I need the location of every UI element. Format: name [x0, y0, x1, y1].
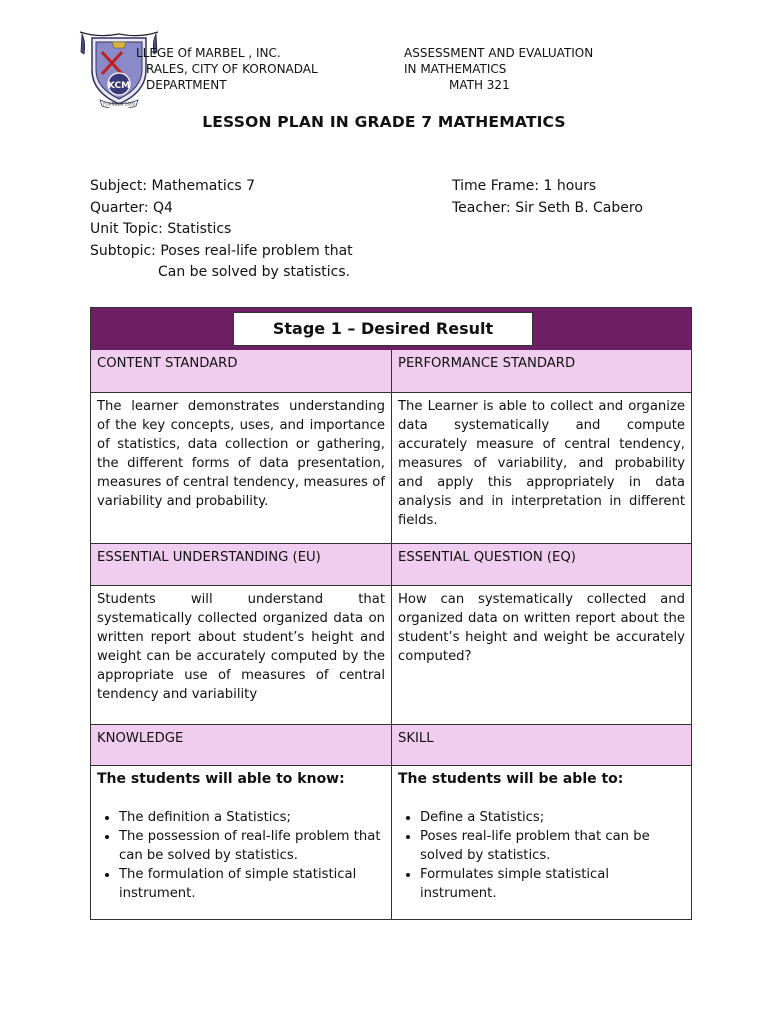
time-frame-line: Time Frame: 1 hours	[452, 178, 597, 194]
header-left-line-1: LLEGE Of MARBEL , INC.	[136, 46, 281, 60]
teacher-line: Teacher: Sir Seth B. Cabero	[452, 199, 643, 216]
knowledge-skill-header-row	[91, 724, 691, 766]
knowledge-item: • The formulation of simple statistical instrument.	[119, 865, 385, 903]
page-title: LESSON PLAN IN GRADE 7 MATHEMATICS	[202, 113, 566, 131]
subtopic-line-1: Subtopic: Poses real-life problem that	[90, 242, 353, 259]
standards-header-row	[91, 350, 691, 392]
skill-item: • Poses real-life problem that can be solved by statistics.	[420, 827, 685, 865]
logo-initials: KCM	[107, 81, 131, 91]
skill-list	[398, 808, 685, 903]
unit-topic-line: Unit Topic: Statistics	[90, 221, 232, 237]
essential-understanding-text: Students will understand that systematically collected organized data on written report about student’s height and weight can be accurately computed by the appropriate use of measures of central tendency and variability	[91, 586, 392, 725]
stage-1-table	[90, 307, 692, 920]
quarter-line: Quarter: Q4	[90, 199, 173, 216]
performance-standard-label: PERFORMANCE STANDARD	[392, 350, 691, 392]
logo-founded: FOUNDED 1959	[103, 101, 135, 107]
header-right-line-2: IN MATHEMATICS	[404, 62, 507, 76]
skill-cell	[392, 766, 691, 920]
content-standard-label: CONTENT STANDARD	[91, 350, 392, 392]
header-right	[404, 45, 593, 93]
skill-lead: The students will be able to:	[398, 771, 624, 787]
header-left-line-2: RALES, CITY OF KORONADAL	[146, 62, 318, 76]
skill-item: • Define a Statistics;	[420, 808, 685, 827]
standards-body-row	[91, 392, 691, 544]
subject-line: Subject: Mathematics 7	[90, 178, 256, 194]
stage-title: Stage 1 – Desired Result	[233, 312, 533, 346]
content-standard-text: The learner demonstrates understanding of the key concepts, uses, and importance of statistics, data collection or gathering, the different forms of data presentation, measures of central tendency, measures of variability and probability.	[91, 393, 392, 544]
essential-understanding-label: ESSENTIAL UNDERSTANDING (EU)	[91, 544, 392, 586]
header-right-line-1: ASSESSMENT AND EVALUATION	[404, 46, 594, 60]
lesson-info-right	[452, 176, 643, 219]
header-left-line-3: DEPARTMENT	[146, 78, 227, 92]
header-right-line-3: MATH 321	[449, 78, 510, 92]
skill-item: • Formulates simple statistical instrument.	[420, 865, 685, 903]
essential-question-label: ESSENTIAL QUESTION (EQ)	[392, 544, 691, 586]
essential-header-row	[91, 543, 691, 586]
essential-body-row	[91, 585, 691, 725]
knowledge-label: KNOWLEDGE	[91, 725, 392, 766]
knowledge-skill-body-row	[91, 765, 691, 920]
knowledge-item: • The definition a Statistics;	[119, 808, 385, 827]
lesson-info-left	[90, 176, 353, 284]
stage-band	[91, 308, 691, 350]
header-left	[136, 45, 318, 93]
subtopic-line-2: Can be solved by statistics.	[158, 264, 351, 280]
essential-question-text: How can systematically collected and organized data on written report about the student’s height and weight be accurately computed?	[398, 592, 685, 664]
performance-standard-text: The Learner is able to collect and organize data systematically and compute accurately measure of central tendency, measures of variability, and probability and apply this appropriately in data analysis and in interpretation in different fields.	[398, 399, 685, 528]
skill-label: SKILL	[392, 725, 691, 766]
knowledge-lead: The students will able to know:	[97, 771, 345, 787]
knowledge-list	[97, 808, 385, 903]
knowledge-item: • The possession of real-life problem that can be solved by statistics.	[119, 827, 385, 865]
knowledge-cell	[91, 766, 392, 920]
